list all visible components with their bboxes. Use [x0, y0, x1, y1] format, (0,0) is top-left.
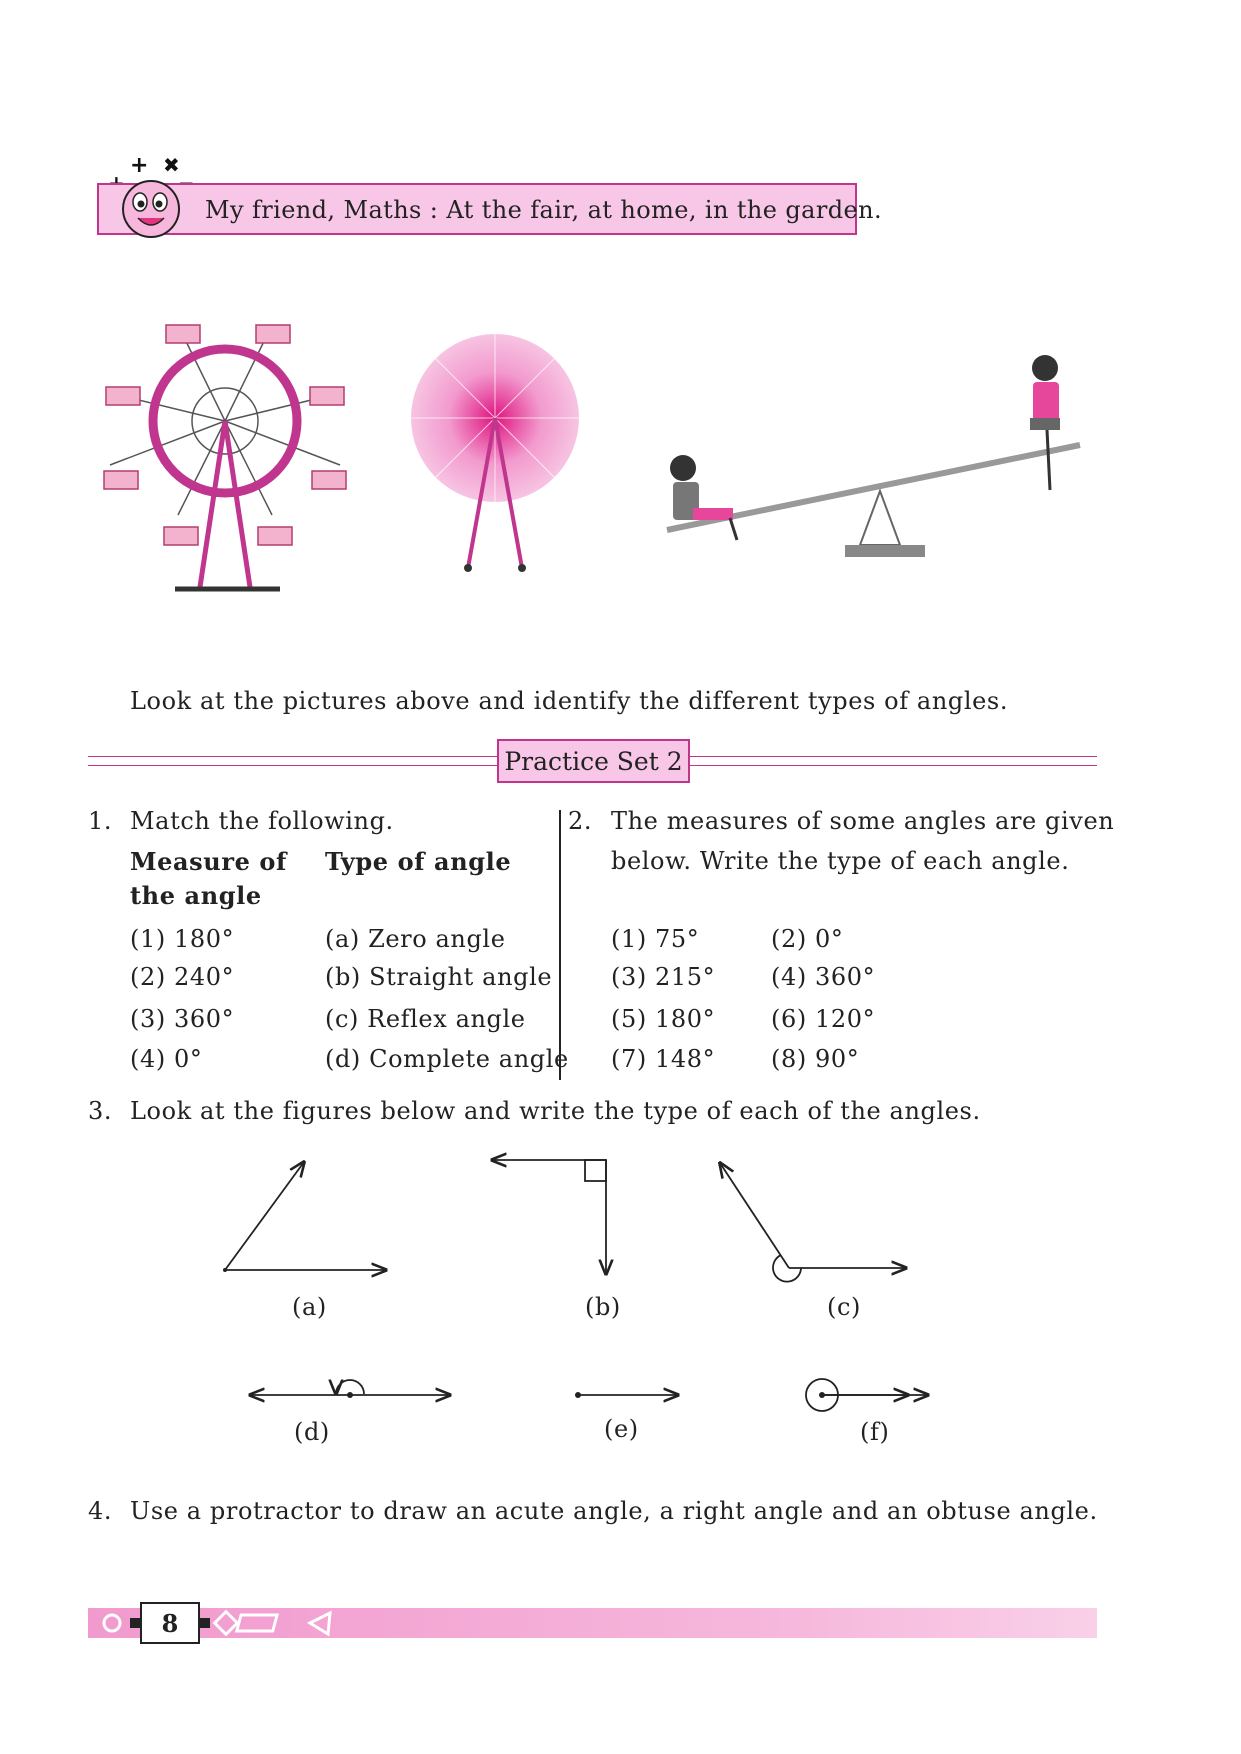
q4-number: 4.: [88, 1497, 113, 1525]
figure-label: (c): [827, 1293, 861, 1321]
q1-measure: (1) 180°: [130, 925, 235, 953]
q4-prompt: Use a protractor to draw an acute angle, a right angle and an obtuse angle.: [130, 1497, 1098, 1525]
q2-prompt-2: below. Write the type of each angle.: [611, 847, 1070, 875]
practice-set-title: Practice Set 2: [497, 739, 690, 783]
svg-text:+: +: [130, 153, 149, 178]
figure-label: (d): [294, 1418, 330, 1446]
q3-prompt: Look at the figures below and write the type of each of the angles.: [130, 1097, 981, 1125]
q1-col1-header-2: the angle: [130, 881, 262, 910]
q2-item: (2) 0°: [771, 925, 844, 953]
intro-text: Look at the pictures above and identify the different types of angles.: [130, 687, 1009, 715]
svg-text:✖: ✖: [163, 153, 180, 177]
figure-label: (e): [604, 1415, 639, 1443]
figure-c-obtuse-angle: [720, 1163, 906, 1282]
q1-measure: (2) 240°: [130, 963, 235, 991]
figure-label: (b): [585, 1293, 621, 1321]
q1-measure: (3) 360°: [130, 1005, 235, 1033]
q2-item: (5) 180°: [611, 1005, 716, 1033]
q1-measure: (4) 0°: [130, 1045, 203, 1073]
figure-label: (a): [292, 1293, 327, 1321]
q2-prompt: The measures of some angles are given: [611, 807, 1115, 835]
q2-item: (6) 120°: [771, 1005, 876, 1033]
q3-number: 3.: [88, 1097, 113, 1125]
q1-col1-header: Measure of: [130, 847, 287, 876]
q1-number: 1.: [88, 807, 113, 835]
q1-prompt: Match the following.: [130, 807, 394, 835]
q2-item: (3) 215°: [611, 963, 716, 991]
q1-type: (b) Straight angle: [325, 963, 553, 991]
footer-shapes-icon: [100, 1604, 340, 1642]
q1-type: (a) Zero angle: [325, 925, 506, 953]
q2-item: (4) 360°: [771, 963, 876, 991]
figure-b-right-angle: [492, 1160, 606, 1274]
q2-item: (8) 90°: [771, 1045, 860, 1073]
q1-col2-header: Type of angle: [325, 847, 512, 876]
figure-a-acute-angle: [225, 1162, 386, 1270]
q2-number: 2.: [568, 807, 593, 835]
q2-item: (1) 75°: [611, 925, 700, 953]
q1-type: (d) Complete angle: [325, 1045, 569, 1073]
figure-label: (f): [860, 1418, 890, 1446]
banner-title: My friend, Maths : At the fair, at home, in the garden.: [205, 196, 882, 224]
page-number: 8: [140, 1602, 200, 1644]
q2-item: (7) 148°: [611, 1045, 716, 1073]
q1-type: (c) Reflex angle: [325, 1005, 526, 1033]
